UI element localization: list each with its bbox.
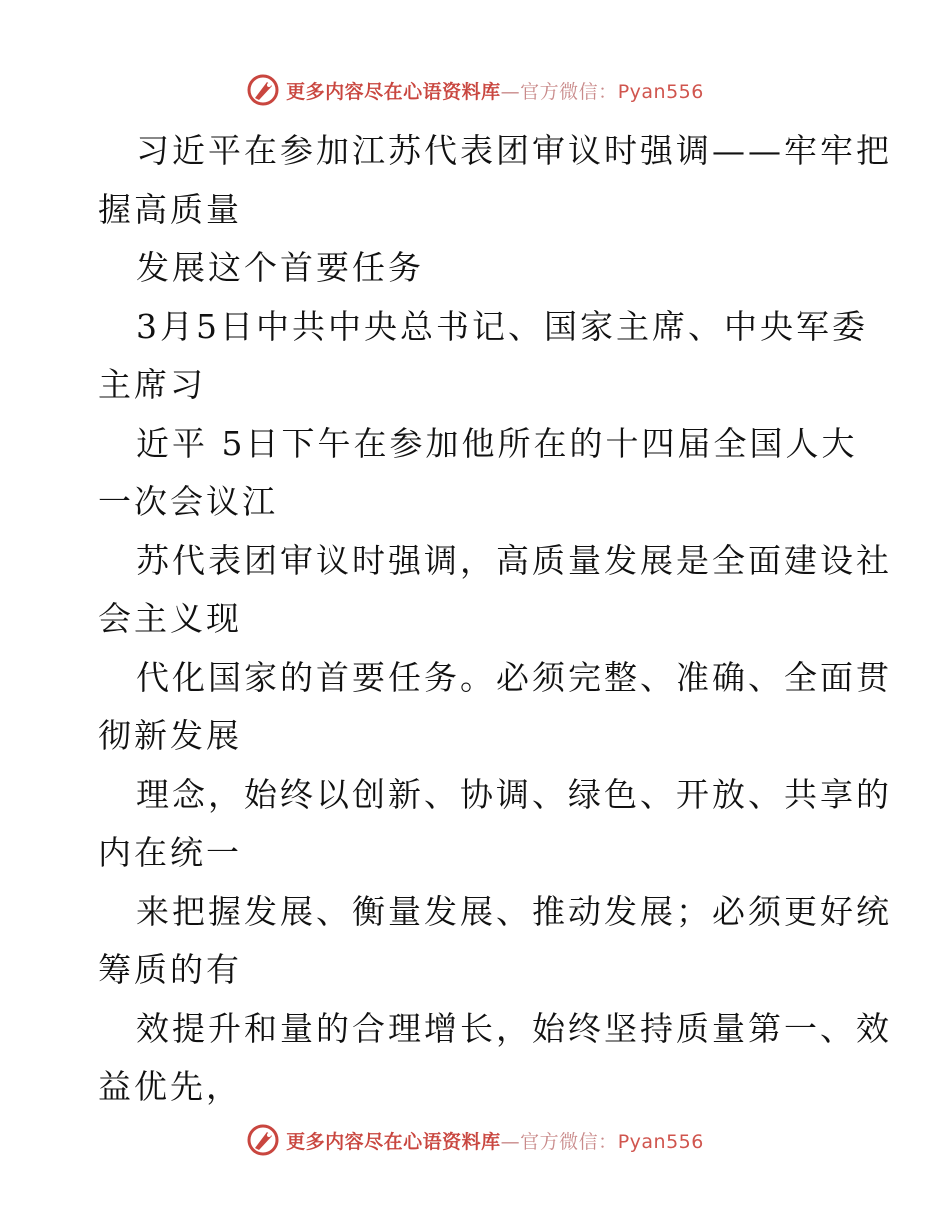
paragraph-line: 会主义现 [98, 599, 242, 638]
paragraph-line: 彻新发展 [98, 716, 242, 755]
header-official-label: 官方微信： [520, 80, 618, 103]
paragraph-line: 近平 5日下午在参加他所在的十四届全国人大 [136, 423, 858, 463]
header-separator: — [500, 80, 521, 103]
paragraph-line: 代化国家的首要任务。必须完整、准确、全面贯 [136, 657, 892, 697]
header-wechat-id: Pyan556 [617, 80, 704, 103]
pen-nib-seal-icon [246, 1123, 280, 1157]
header-site: 更多内容尽在心语资料库 [286, 80, 501, 103]
pen-nib-seal-icon [246, 73, 280, 107]
footer-site: 更多内容尽在心语资料库 [286, 1130, 501, 1153]
paragraph-line: 苏代表团审议时强调，高质量发展是全面建设社 [136, 540, 892, 580]
footer-text [286, 1127, 704, 1154]
paragraph-line: 一次会议江 [98, 482, 278, 521]
paragraph-line: 益优先， [98, 1067, 242, 1106]
paragraph-line: 内在统一 [98, 833, 242, 872]
paragraph-line: 3月5日中共中央总书记、国家主席、中央军委 [136, 306, 868, 346]
footer-separator: — [500, 1130, 521, 1153]
title-line: 习近平在参加江苏代表团审议时强调——牢牢把 [136, 131, 892, 170]
footer-official-label: 官方微信： [520, 1130, 618, 1153]
header-banner [0, 70, 950, 110]
footer-banner [0, 1120, 950, 1160]
header-text [286, 77, 704, 104]
paragraph-line: 理念，始终以创新、协调、绿色、开放、共享的 [136, 774, 892, 814]
footer-wechat-id: Pyan556 [617, 1130, 704, 1153]
paragraph-line: 来把握发展、衡量发展、推动发展；必须更好统 [136, 891, 892, 931]
paragraph-line: 主席习 [98, 365, 206, 404]
paragraph-line: 发展这个首要任务 [136, 248, 424, 287]
document-body [98, 122, 892, 1117]
paragraph-line: 筹质的有 [98, 950, 242, 989]
paragraph-line: 效提升和量的合理增长，始终坚持质量第一、效 [136, 1008, 892, 1048]
title-line: 握高质量 [98, 189, 242, 229]
